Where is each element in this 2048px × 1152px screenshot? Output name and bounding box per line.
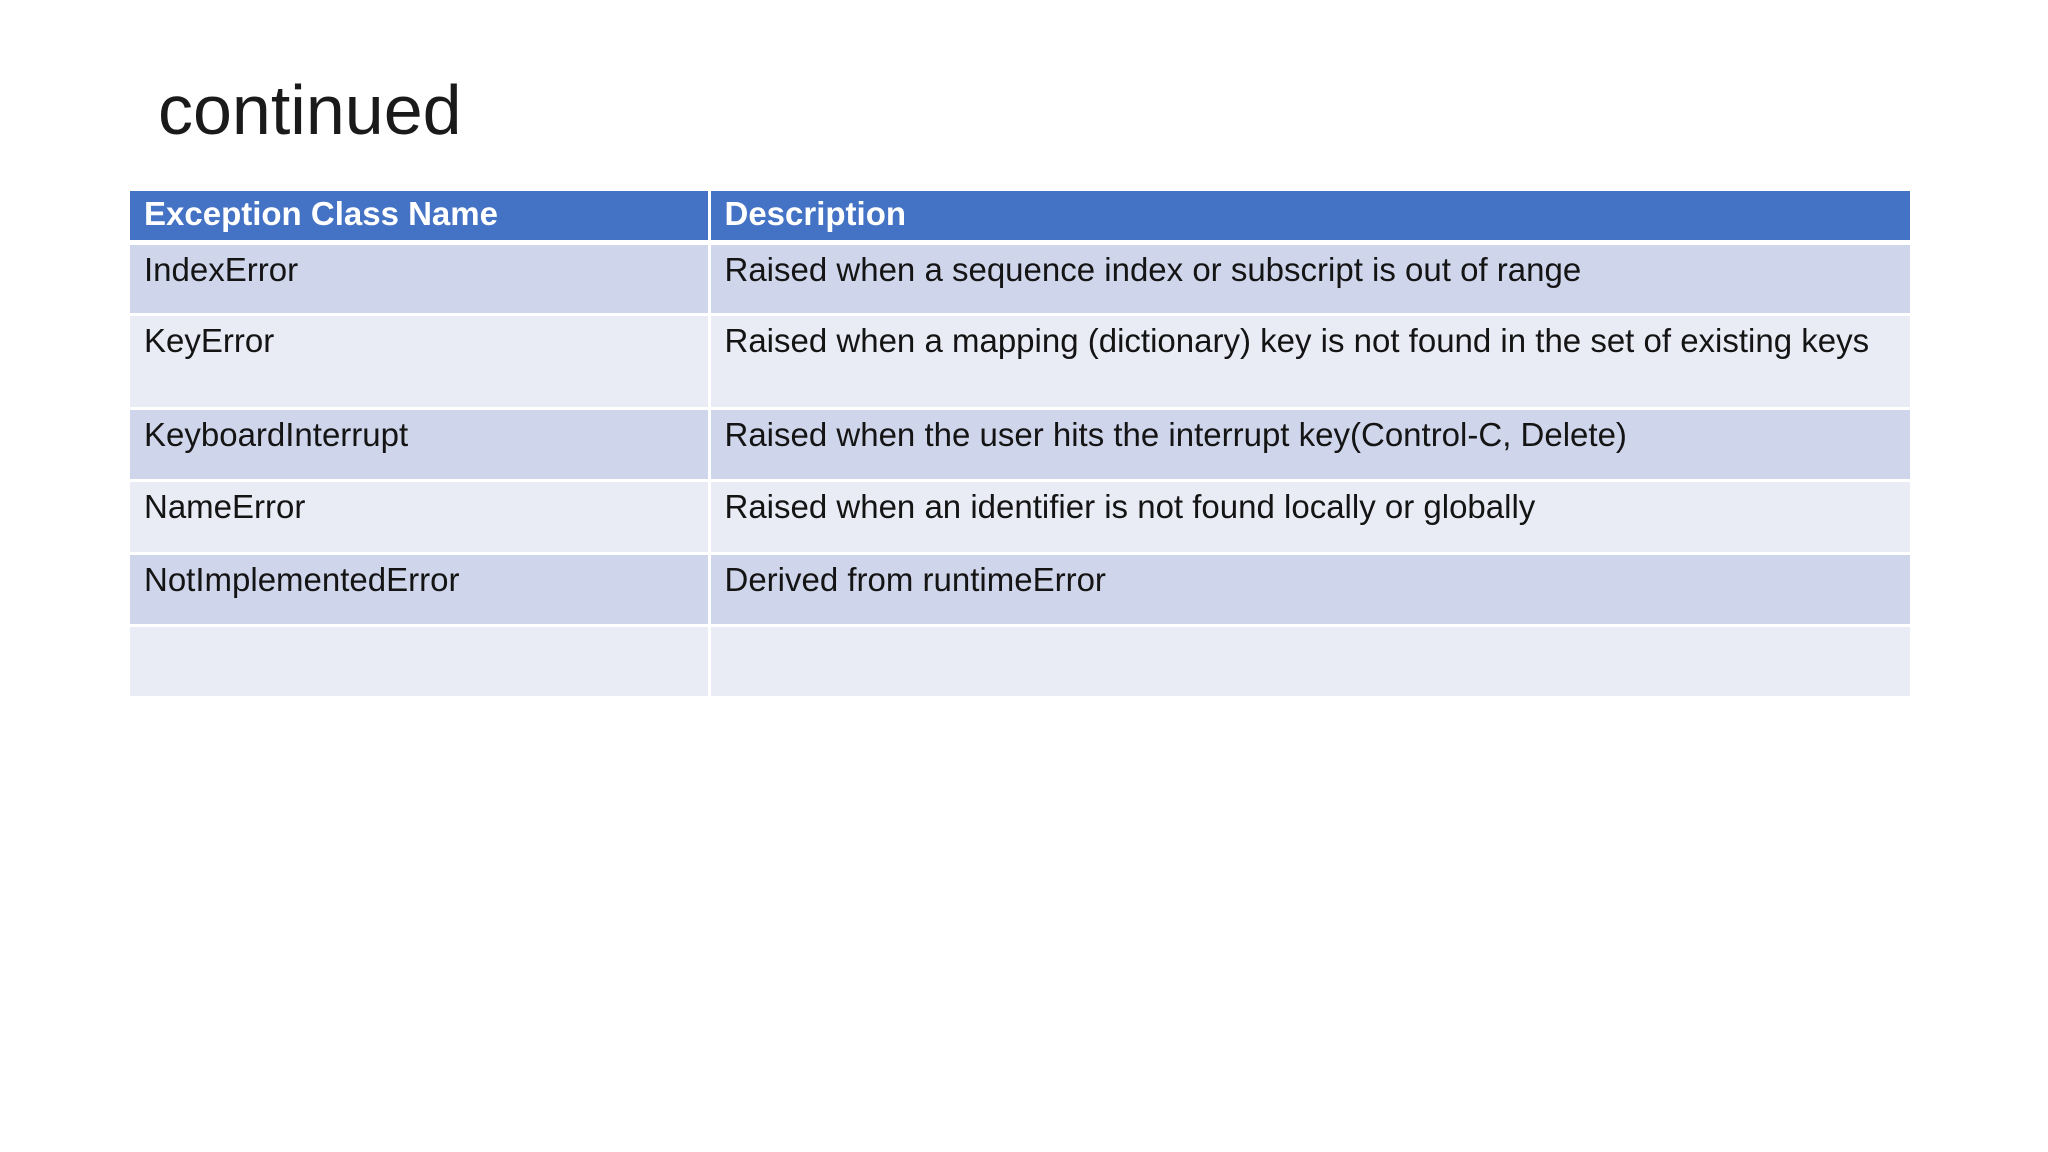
table-header-row	[130, 191, 1910, 242]
description-cell: Raised when a mapping (dictionary) key is not found in the set of existing keys	[709, 314, 1910, 408]
exception-name-cell	[130, 625, 709, 697]
table-header	[130, 191, 1910, 242]
description-cell	[709, 625, 1910, 697]
table-row	[130, 314, 1910, 408]
exception-name-cell: NameError	[130, 480, 709, 553]
table-body	[130, 242, 1910, 697]
table-row	[130, 242, 1910, 314]
header-description: Description	[709, 191, 1910, 242]
exception-name-cell: KeyError	[130, 314, 709, 408]
table-row-empty	[130, 625, 1910, 697]
exception-table	[130, 191, 1910, 699]
exception-name-cell: NotImplementedError	[130, 553, 709, 625]
slide-title: continued	[158, 71, 462, 149]
description-cell: Derived from runtimeError	[709, 553, 1910, 625]
table-row	[130, 408, 1910, 480]
exception-name-cell: KeyboardInterrupt	[130, 408, 709, 480]
exception-name-cell: IndexError	[130, 242, 709, 314]
table-row	[130, 553, 1910, 625]
description-cell: Raised when a sequence index or subscript is out of range	[709, 242, 1910, 314]
table-row	[130, 480, 1910, 553]
description-cell: Raised when an identifier is not found locally or globally	[709, 480, 1910, 553]
description-cell: Raised when the user hits the interrupt key(Control-C, Delete)	[709, 408, 1910, 480]
header-exception-class-name: Exception Class Name	[130, 191, 709, 242]
